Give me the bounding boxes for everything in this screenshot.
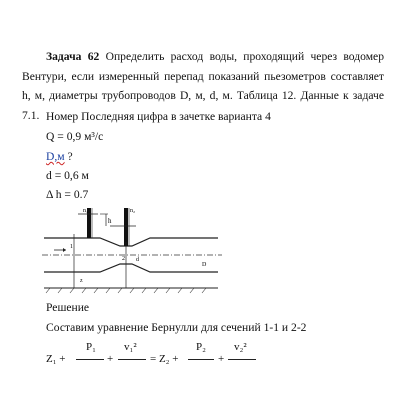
variant-line: Номер Последняя цифра в зачетке варианта 4 <box>46 110 271 123</box>
label-h: h <box>108 217 112 225</box>
task-text: Определить расход воды, проходящий через водомер Вентури, если измеренный перепад показаний пьезометров составляет h, м, диаметры трубопроводов D, м, d, м. Таблица 12. Данные к задаче 7.1. <box>22 50 384 122</box>
formula-plus-1: + <box>107 353 114 365</box>
fraction-bar-1 <box>76 359 104 360</box>
formula-z1: Z₁ + <box>46 353 66 365</box>
fraction-bar-2 <box>118 359 146 360</box>
label-1: 1 <box>70 244 73 250</box>
given-unknown <box>46 150 73 163</box>
solution-heading: Решение <box>46 301 90 314</box>
label-d: d <box>136 257 139 263</box>
piezometer-2 <box>124 208 128 246</box>
label-2: 2 <box>122 256 125 262</box>
formula-p2: P₂ <box>196 341 206 353</box>
bernoulli-equation <box>46 339 296 373</box>
unknown-question: ? <box>64 150 73 163</box>
bernoulli-intro: Составим уравнение Бернулли для сечений 1-1 и 2-2 <box>46 321 307 334</box>
formula-p1: P₁ <box>86 341 96 353</box>
task-number: Задача 62 <box>46 50 100 63</box>
label-z: z <box>80 278 83 284</box>
venturi-diagram <box>40 204 225 296</box>
label-n1: n₁ <box>83 208 89 214</box>
fraction-bar-4 <box>228 359 256 360</box>
given-d: d = 0,6 м <box>46 169 89 182</box>
given-dh: Δ h = 0.7 <box>46 188 89 201</box>
formula-eq: = Z₂ + <box>150 353 179 365</box>
formula-v1: v₁² <box>124 341 137 353</box>
given-flow: Q = 0,9 м³/с <box>46 130 104 143</box>
unknown-diameter-link[interactable]: D,м <box>46 150 65 163</box>
formula-plus-2: + <box>218 353 225 365</box>
label-D: D <box>202 262 207 268</box>
label-n2: n₂ <box>130 208 136 214</box>
fraction-bar-3 <box>188 359 214 360</box>
formula-v2: v₂² <box>234 341 247 353</box>
pipe-bottom-wall <box>44 264 218 272</box>
